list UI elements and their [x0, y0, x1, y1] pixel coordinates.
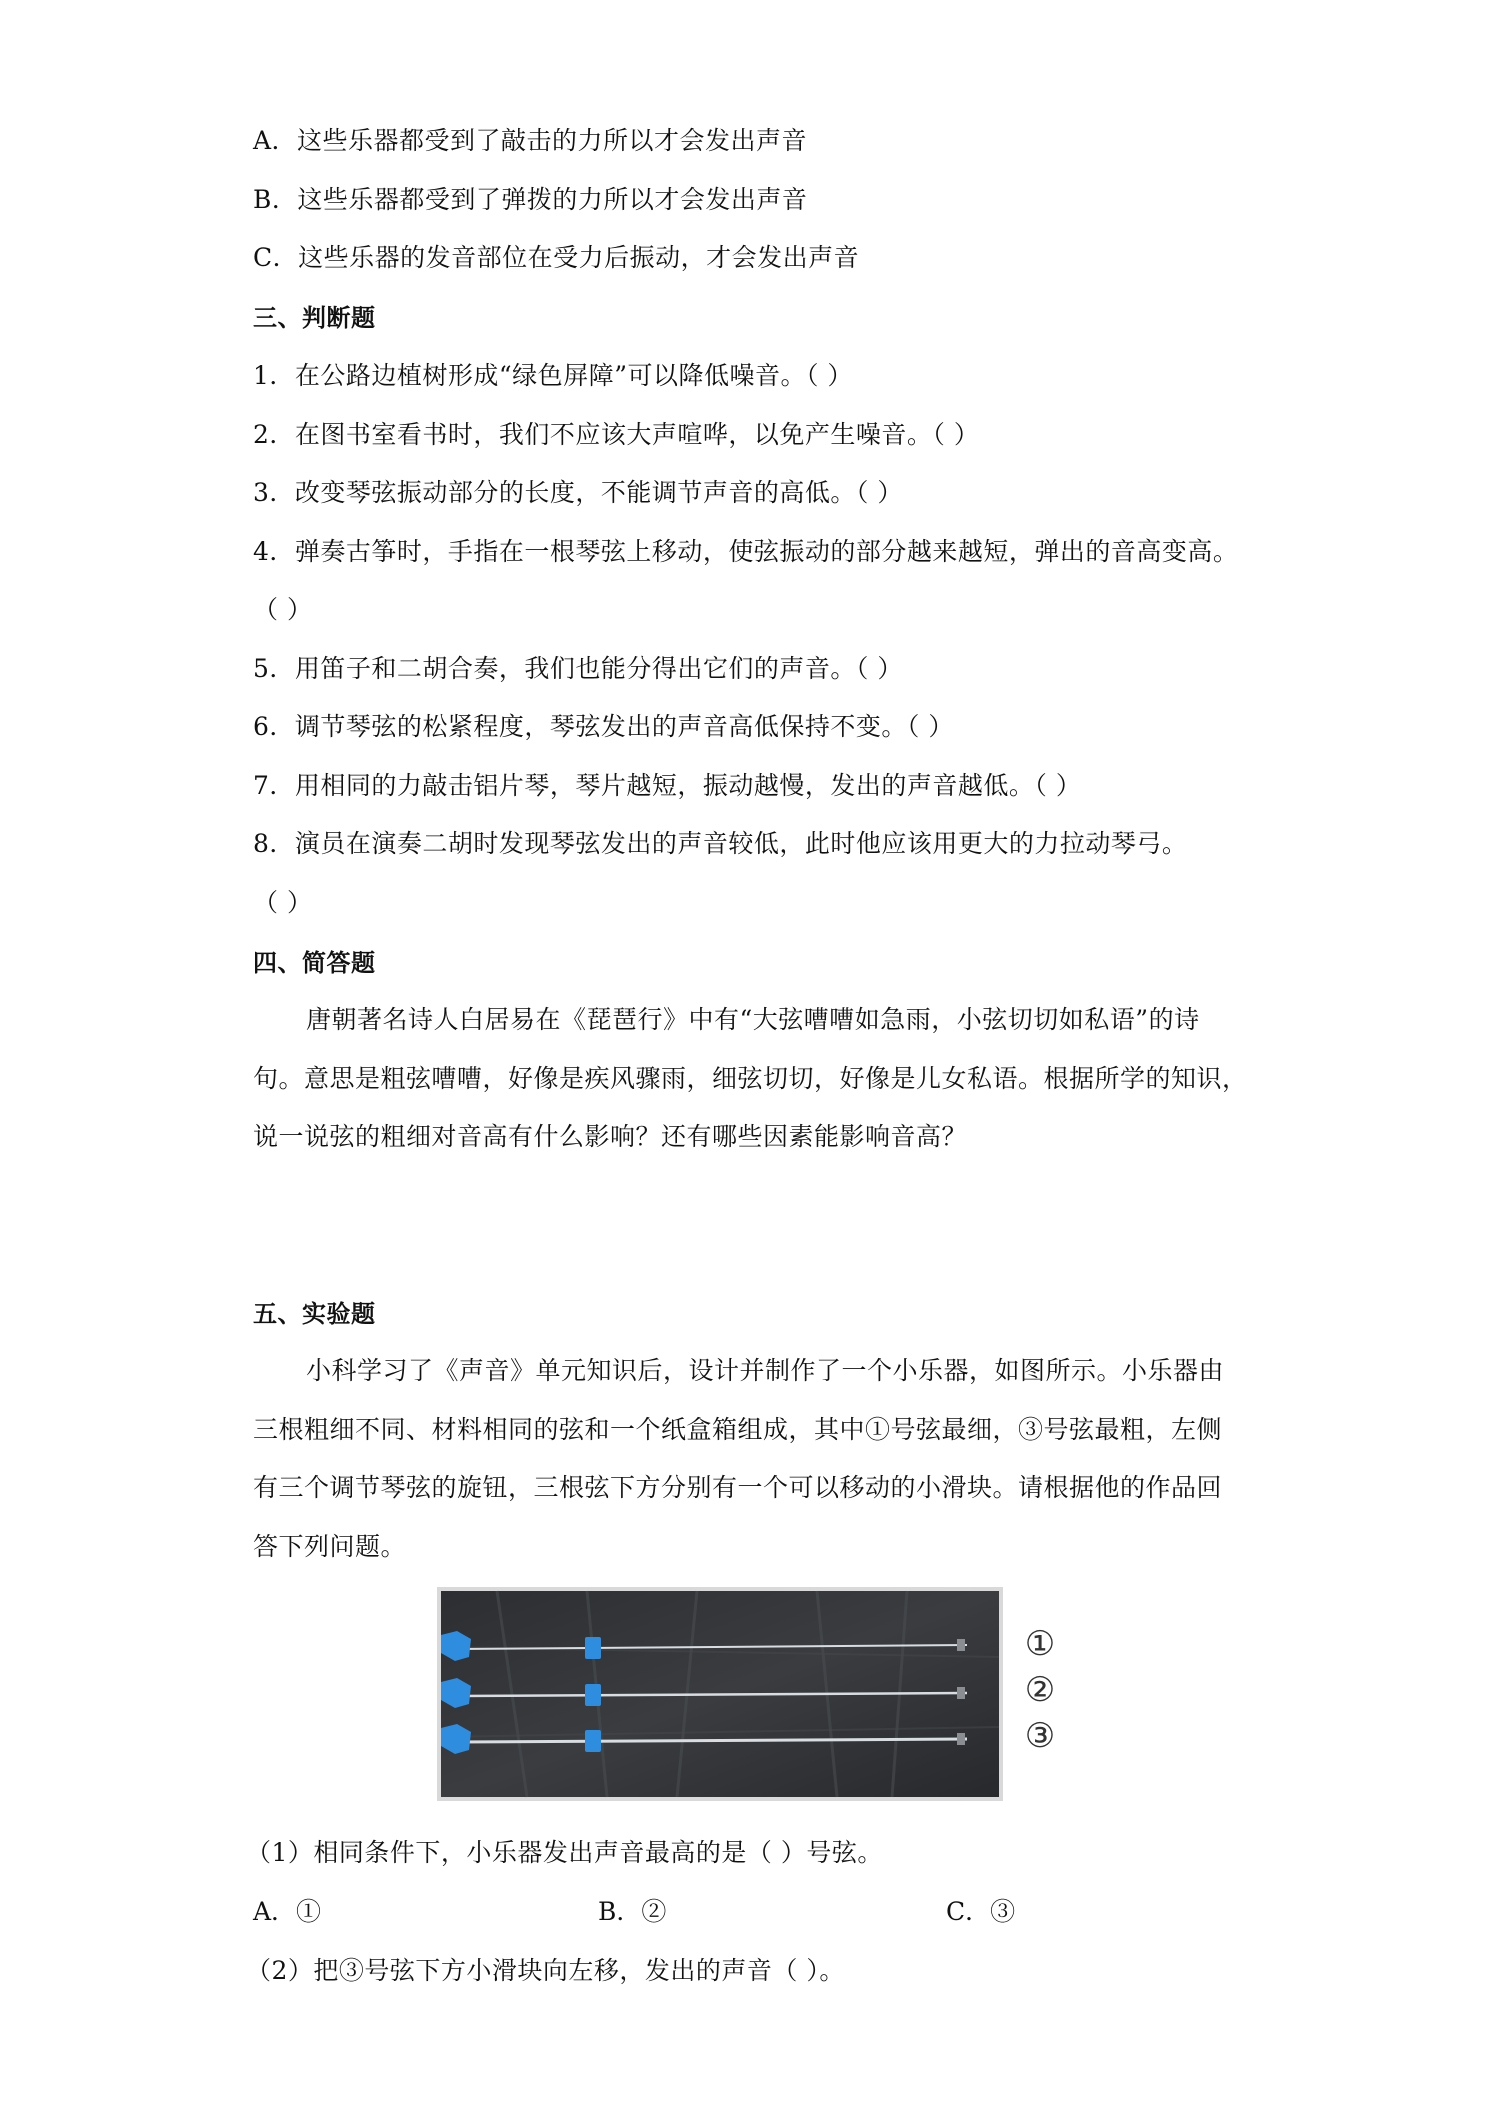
question-1: （1）相同条件下，小乐器发出声音最高的是（ ）号弦。	[246, 1838, 883, 1867]
q1-option-c: C．③	[946, 1897, 1016, 1926]
judgment-item-blank: （ ）	[253, 595, 313, 624]
judgment-item: 3．改变琴弦振动部分的长度，不能调节声音的高低。（ ）	[253, 478, 903, 507]
option-a: A．这些乐器都受到了敲击的力所以才会发出声音	[253, 126, 808, 155]
section-title-judgment: 三、判断题	[253, 304, 376, 332]
short-answer-text: 唐朝著名诗人白居易在《琵琶行》中有“大弦嘈嘈如急雨，小弦切切如私语”的诗	[306, 1005, 1200, 1034]
judgment-item: 5．用笛子和二胡合奏，我们也能分得出它们的声音。（ ）	[253, 654, 903, 683]
judgment-item: 6．调节琴弦的松紧程度，琴弦发出的声音高低保持不变。（ ）	[253, 712, 954, 741]
experiment-text: 答下列问题。	[253, 1532, 407, 1561]
short-answer-text: 句。意思是粗弦嘈嘈，好像是疾风骤雨，细弦切切，好像是儿女私语。根据所学的知识，	[253, 1064, 1248, 1093]
judgment-item: 8．演员在演奏二胡时发现琴弦发出的声音较低，此时他应该用更大的力拉动琴弓。	[253, 829, 1188, 858]
question-2: （2）把③号弦下方小滑块向左移，发出的声音（ ）。	[246, 1956, 845, 1985]
tuning-knobs	[441, 1631, 471, 1754]
judgment-item-blank: （ ）	[253, 888, 313, 917]
experiment-text: 有三个调节琴弦的旋钮，三根弦下方分别有一个可以移动的小滑块。请根据他的作品回	[253, 1473, 1223, 1502]
figure-label-2: ②	[1024, 1670, 1056, 1710]
short-answer-text: 说一说弦的粗细对音高有什么影响？还有哪些因素能影响音高？	[253, 1122, 968, 1151]
instrument-photo	[437, 1587, 1003, 1801]
sliders	[585, 1637, 601, 1752]
judgment-item: 2．在图书室看书时，我们不应该大声喧哗，以免产生噪音。（ ）	[253, 420, 980, 449]
q1-option-a: A．①	[253, 1897, 322, 1926]
section-title-short-answer: 四、简答题	[253, 949, 376, 977]
judgment-item: 1．在公路边植树形成“绿色屏障”可以降低噪音。（ ）	[253, 361, 853, 390]
judgment-item: 4．弹奏古筝时，手指在一根琴弦上移动，使弦振动的部分越来越短，弹出的音高变高。	[253, 537, 1239, 566]
judgment-item: 7．用相同的力敲击铝片琴，琴片越短，振动越慢，发出的声音越低。（ ）	[253, 771, 1082, 800]
experiment-text: 三根粗细不同、材料相同的弦和一个纸盒箱组成，其中①号弦最细，③号弦最粗，左侧	[253, 1415, 1223, 1444]
experiment-text: 小科学习了《声音》单元知识后，设计并制作了一个小乐器，如图所示。小乐器由	[306, 1356, 1225, 1385]
q1-option-b: B．②	[598, 1897, 667, 1926]
section-title-experiment: 五、实验题	[253, 1300, 376, 1328]
figure-label-1: ①	[1024, 1624, 1056, 1664]
figure-label-3: ③	[1024, 1716, 1056, 1756]
option-b: B．这些乐器都受到了弹拨的力所以才会发出声音	[253, 185, 808, 214]
option-c: C．这些乐器的发音部位在受力后振动，才会发出声音	[253, 243, 860, 272]
